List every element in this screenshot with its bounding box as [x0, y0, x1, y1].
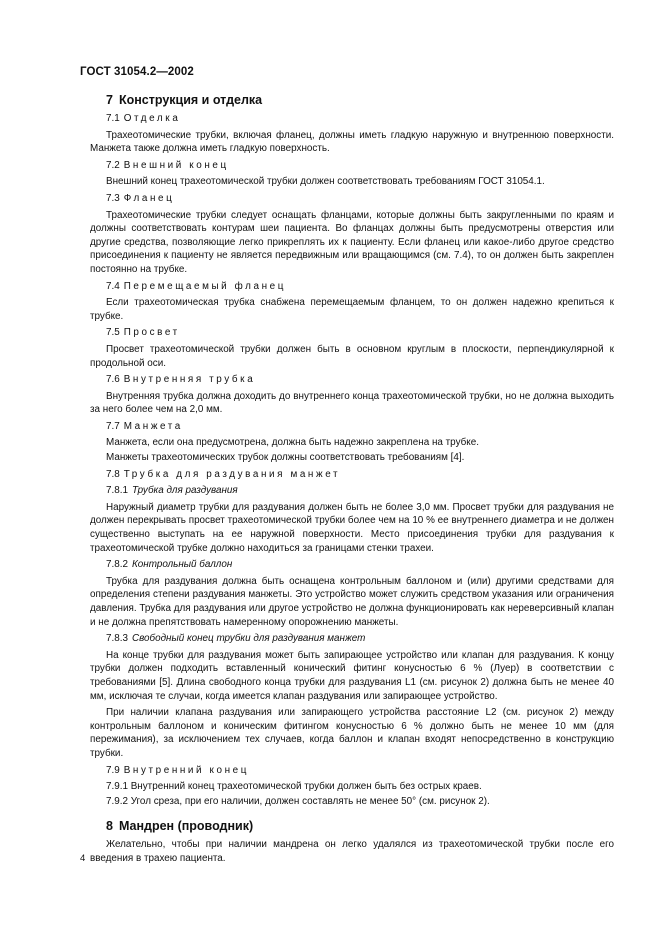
subsection-title: Просвет	[123, 327, 180, 339]
paragraph-7-5: Просвет трахеотомической трубки должен быть в основном круглым в плоскости, перпендикулярной к продольной оси.	[90, 343, 614, 369]
subsection-7-1-heading	[106, 112, 614, 126]
page-number: 4	[80, 853, 86, 864]
paragraph-7-6: Внутренняя трубка должна доходить до внутреннего конца трахеотомической трубки, но не должна выходить за него более чем на 2,0 мм.	[90, 390, 614, 416]
section-8-number: 8	[106, 819, 113, 834]
subsection-title: Свободный конец трубки для раздувания манжет	[131, 633, 366, 645]
subsection-title: Внутренняя трубка	[123, 374, 256, 386]
paragraph-7-8-2: Трубка для раздувания должна быть оснащена контрольным баллоном и (или) другими средствами для определения степени раздувания манжеты. Это устройство может служить средством указания или ограничения давления. Трубка для раздувания или другое устройство не должна функционировать как нереверсивный клапан и не должна препятствовать намеренному опорожнению манжеты.	[90, 575, 614, 628]
subsection-number: 7.1	[106, 113, 120, 124]
subsection-title: Перемещаемый фланец	[123, 280, 287, 292]
subsection-7-3-heading	[106, 192, 614, 206]
paragraph-7-8-3-b: При наличии клапана раздувания или запирающего устройства расстояние L2 (см. рисунок 2) между контрольным баллоном и коническим фитингом конусностью 6 % должно быть не менее 10 мм (для пережимания), за исключением тех случаев, когда баллон и клапан входят непосредственно в конструкцию трубки.	[90, 707, 614, 759]
paragraph-8: Желательно, чтобы при наличии мандрена он легко удалялся из трахеотомической трубки после его введения в трахею пациента.	[90, 839, 614, 864]
section-8-heading	[106, 818, 614, 834]
subsection-7-5-heading	[106, 326, 614, 340]
paragraph-7-2: Внешний конец трахеотомической трубки должен соответствовать требованиям ГОСТ 31054.1.	[106, 176, 545, 188]
subsection-7-6-heading	[106, 373, 614, 387]
page-content	[90, 92, 614, 869]
section-7-heading	[106, 92, 614, 108]
subsection-number: 7.8	[106, 468, 120, 480]
paragraph-7-4: Если трахеотомическая трубка снабжена перемещаемым фланцем, то он должен надежно крепиться к трубке.	[90, 297, 614, 322]
subsection-number: 7.5	[106, 327, 120, 339]
subsection-title: Манжета	[123, 420, 183, 432]
section-7-title: Конструкция и отделка	[118, 93, 263, 107]
paragraph-7-3: Трахеотомические трубки следует оснащать фланцами, которые должны быть закругленными по краям и должны соответствовать контурам шеи пациента. Во фланцах должны быть предусмотрены отверстия или другие средства, позволяющие легко прикреплять их к пациенту. Если фланец или какое-либо другое средство присоединения к пациенту не является передвижным или вращающимся (см. 7.4), то он должен быть закреплен постоянно на трубке.	[90, 209, 614, 275]
subsection-7-8-2-heading	[106, 558, 614, 572]
subsection-number: 7.3	[106, 192, 120, 204]
subsection-title: Отделка	[123, 113, 181, 124]
paragraph-7-8-1: Наружный диаметр трубки для раздувания должен быть не более 3,0 мм. Просвет трубки для раздувания не должен перекрывать просвет трахеотомической трубки более чем на 10 % ее внутреннего диаметра и не должен существенно выступать на ее наружной поверхности. Место присоединения трубки для раздувания к трахеотомической трубке должно находиться за границами стенки трахеи.	[90, 501, 614, 554]
paragraph-7-7-b: Манжеты трахеотомических трубок должны соответствовать требованиям [4].	[106, 452, 465, 464]
subsection-title: Контрольный баллон	[131, 559, 233, 571]
subsection-number: 7.6	[106, 374, 120, 386]
document-code-header: ГОСТ 31054.2—2002	[80, 66, 194, 78]
subsection-7-9-heading	[106, 764, 614, 778]
subsection-number: 7.2	[106, 159, 120, 171]
subsection-title: Фланец	[123, 192, 175, 204]
subsection-7-7-heading	[106, 420, 614, 434]
subsection-7-8-heading	[106, 468, 614, 482]
subsection-number: 7.8.2	[106, 559, 128, 571]
subsection-number: 7.4	[106, 280, 120, 292]
subsection-title: Трубка для раздувания манжет	[123, 468, 341, 480]
paragraph-7-9-2: 7.9.2 Угол среза, при его наличии, должен составлять не менее 50° (см. рисунок 2).	[106, 795, 490, 807]
subsection-number: 7.9	[106, 764, 120, 776]
subsection-number: 7.7	[106, 420, 120, 432]
subsection-title: Внешний конец	[123, 159, 229, 171]
paragraph-7-8-3-a: На конце трубки для раздувания может быть запирающее устройство или клапан для раздувания. К концу трубки должен подходить вставленный конический фитинг конусностью 6 % (Луер) в соответствии с требованиями [5]. Длина свободного конца трубки для раздувания L1 (см. рисунок 2) должна быть не менее 40 мм, исключая те случаи, когда имеется клапан раздувания или запирающее устройство.	[90, 649, 614, 702]
paragraph-7-9-1: 7.9.1 Внутренний конец трахеотомической трубки должен быть без острых краев.	[106, 781, 482, 793]
section-7-number: 7	[106, 93, 113, 107]
subsection-number: 7.8.1	[106, 485, 128, 497]
subsection-7-4-heading	[106, 280, 614, 294]
subsection-title: Трубка для раздувания	[131, 485, 238, 497]
subsection-7-8-3-heading	[106, 632, 614, 646]
subsection-title: Внутренний конец	[123, 764, 250, 776]
paragraph-7-7-a: Манжета, если она предусмотрена, должна быть надежно закреплена на трубке.	[106, 437, 479, 449]
section-8-title: Мандрен (проводник)	[118, 819, 254, 834]
subsection-number: 7.8.3	[106, 633, 128, 645]
subsection-7-2-heading	[106, 159, 614, 173]
subsection-7-8-1-heading	[106, 484, 614, 498]
paragraph-7-1: Трахеотомические трубки, включая фланец, должны иметь гладкую наружную и внутреннюю поверхности. Манжета также должна иметь гладкую поверхность.	[90, 129, 614, 155]
